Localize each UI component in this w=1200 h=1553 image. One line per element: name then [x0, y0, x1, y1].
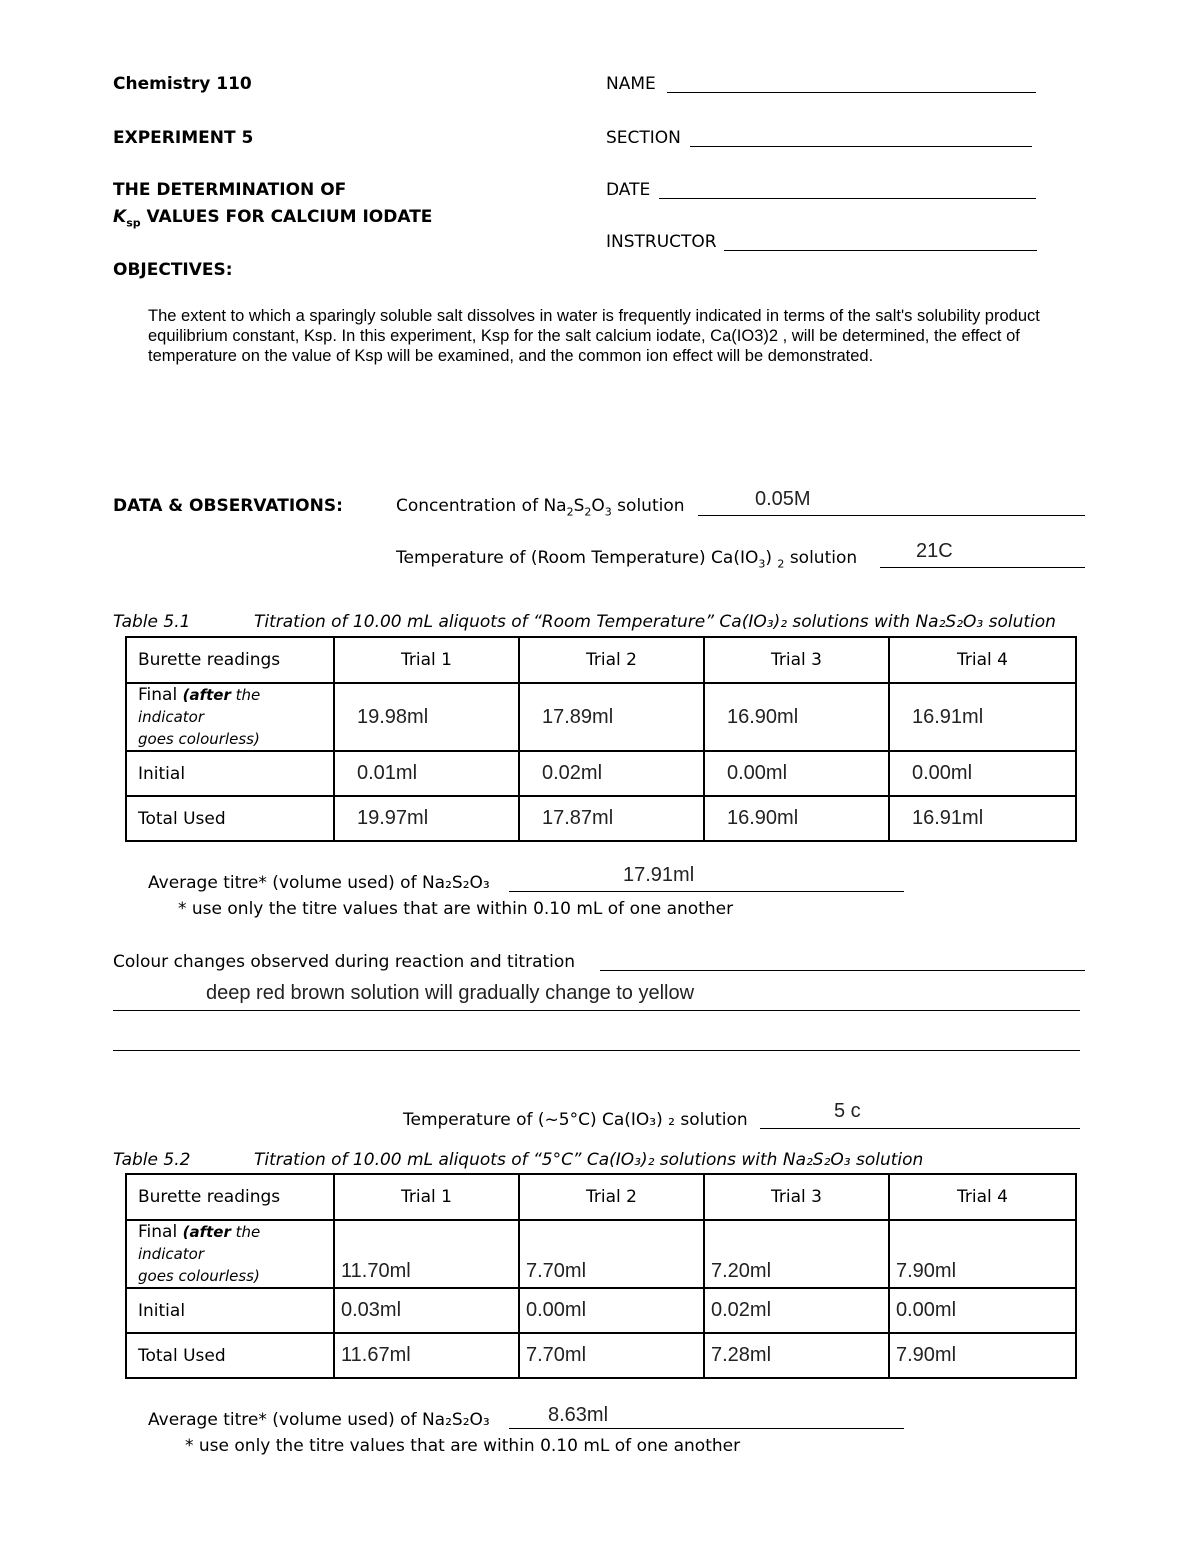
- column-header: Burette readings: [126, 1174, 334, 1220]
- average-titre-label-2: Average titre* (volume used) of Na₂S₂O₃: [148, 1410, 490, 1430]
- date-field[interactable]: [659, 198, 1036, 199]
- row-label-final: Final (after the indicator goes colourless): [126, 683, 334, 751]
- row-label-initial: Initial: [126, 751, 334, 796]
- room-temperature-value: 21C: [916, 540, 953, 562]
- ksp-symbol: K: [113, 207, 127, 227]
- table-row: [126, 1288, 1076, 1333]
- final-trial-1[interactable]: 19.98ml: [334, 683, 519, 751]
- row-label-total: Total Used: [126, 1333, 334, 1378]
- table2-burette-readings: [125, 1173, 1077, 1379]
- colour-changes-field[interactable]: [600, 970, 1085, 971]
- final-trial-2[interactable]: 17.89ml: [519, 683, 704, 751]
- initial-trial-4[interactable]: 0.00ml: [889, 751, 1076, 796]
- colour-changes-line-3[interactable]: [113, 1050, 1080, 1051]
- final-trial-1[interactable]: 11.70ml: [334, 1220, 519, 1288]
- table-row: [126, 1333, 1076, 1378]
- initial-trial-4[interactable]: 0.00ml: [889, 1288, 1076, 1333]
- final-trial-4[interactable]: 16.91ml: [889, 683, 1076, 751]
- total-trial-4[interactable]: 7.90ml: [889, 1333, 1076, 1378]
- section-label: SECTION: [606, 128, 681, 148]
- initial-trial-1[interactable]: 0.01ml: [334, 751, 519, 796]
- experiment-title-line1: THE DETERMINATION OF: [113, 180, 347, 200]
- row-label-total: Total Used: [126, 796, 334, 841]
- name-label: NAME: [606, 74, 656, 94]
- objectives-heading: OBJECTIVES:: [113, 260, 233, 280]
- total-trial-1[interactable]: 19.97ml: [334, 796, 519, 841]
- column-header: Trial 4: [889, 637, 1076, 683]
- row-label-final: Final (after the indicator goes colourless): [126, 1220, 334, 1288]
- table-row: [126, 1220, 1076, 1288]
- initial-trial-3[interactable]: 0.00ml: [704, 751, 889, 796]
- column-header: Trial 3: [704, 637, 889, 683]
- total-trial-1[interactable]: 11.67ml: [334, 1333, 519, 1378]
- row-label-initial: Initial: [126, 1288, 334, 1333]
- column-header: Trial 1: [334, 1174, 519, 1220]
- total-trial-3[interactable]: 16.90ml: [704, 796, 889, 841]
- final-trial-3[interactable]: 16.90ml: [704, 683, 889, 751]
- cold-temperature-field[interactable]: [760, 1128, 1080, 1129]
- name-field[interactable]: [667, 92, 1036, 93]
- column-header: Burette readings: [126, 637, 334, 683]
- experiment-number: EXPERIMENT 5: [113, 128, 254, 148]
- table-row: [126, 683, 1076, 751]
- section-field[interactable]: [690, 146, 1032, 147]
- average-titre-label: Average titre* (volume used) of Na₂S₂O₃: [148, 873, 490, 893]
- table2-caption-text: Titration of 10.00 mL aliquots of “5°C” Ca(IO₃)₂ solutions with Na₂S₂O₃ solution: [254, 1150, 924, 1170]
- total-trial-2[interactable]: 17.87ml: [519, 796, 704, 841]
- colour-changes-line-2[interactable]: [113, 1010, 1080, 1011]
- experiment-title-line2: [113, 207, 432, 229]
- initial-trial-3[interactable]: 0.02ml: [704, 1288, 889, 1333]
- final-trial-2[interactable]: 7.70ml: [519, 1220, 704, 1288]
- total-trial-4[interactable]: 16.91ml: [889, 796, 1076, 841]
- table1-burette-readings: [125, 636, 1077, 842]
- course-title: Chemistry 110: [113, 74, 252, 94]
- average-titre-value-2: 8.63ml: [548, 1404, 609, 1426]
- column-header: Trial 1: [334, 637, 519, 683]
- average-titre-field[interactable]: [509, 891, 904, 892]
- cold-temperature-label: Temperature of (~5°C) Ca(IO₃) ₂ solution: [403, 1110, 748, 1130]
- column-header: Trial 2: [519, 637, 704, 683]
- titre-note: * use only the titre values that are within 0.10 mL of one another: [178, 899, 734, 919]
- room-temperature-field[interactable]: [880, 567, 1085, 568]
- data-observations-heading: DATA & OBSERVATIONS:: [113, 496, 343, 516]
- concentration-field[interactable]: [698, 515, 1085, 516]
- average-titre-field-2[interactable]: [509, 1428, 904, 1429]
- colour-changes-label: Colour changes observed during reaction and titration: [113, 952, 576, 972]
- objectives-text: The extent to which a sparingly soluble salt dissolves in water is frequently indicated in terms of the salt's solubility product equilibrium constant, Ksp. In this experiment, Ksp for the salt calcium iodate, Ca(IO3)2 , will be determined, the effect of temperature on the value of Ksp will be examined, and the common ion effect will be demonstrated.: [148, 307, 1040, 365]
- date-label: DATE: [606, 180, 651, 200]
- initial-trial-2[interactable]: 0.00ml: [519, 1288, 704, 1333]
- column-header: Trial 3: [704, 1174, 889, 1220]
- instructor-field[interactable]: [724, 250, 1037, 251]
- table1-caption-label: Table 5.1: [113, 612, 191, 632]
- final-trial-3[interactable]: 7.20ml: [704, 1220, 889, 1288]
- table-row: [126, 751, 1076, 796]
- ksp-subscript: sp: [126, 216, 141, 230]
- concentration-label: Concentration of $Na_2S_2O_3$ solution: [396, 496, 685, 519]
- concentration-value: 0.05M: [755, 488, 811, 510]
- table2-caption-label: Table 5.2: [113, 1150, 191, 1170]
- total-trial-3[interactable]: 7.28ml: [704, 1333, 889, 1378]
- table1-caption-text: Titration of 10.00 mL aliquots of “Room Temperature” Ca(IO₃)₂ solutions with Na₂S₂O₃ solution: [254, 612, 1056, 632]
- table-row: [126, 796, 1076, 841]
- initial-trial-2[interactable]: 0.02ml: [519, 751, 704, 796]
- table-header-row: [126, 1174, 1076, 1220]
- title-line2-text: VALUES FOR CALCIUM IODATE: [140, 207, 433, 227]
- table-header-row: [126, 637, 1076, 683]
- column-header: Trial 2: [519, 1174, 704, 1220]
- titre-note-2: * use only the titre values that are within 0.10 mL of one another: [185, 1436, 741, 1456]
- total-trial-2[interactable]: 7.70ml: [519, 1333, 704, 1378]
- colour-changes-value: deep red brown solution will gradually change to yellow: [206, 982, 695, 1004]
- average-titre-value: 17.91ml: [623, 864, 695, 886]
- column-header: Trial 4: [889, 1174, 1076, 1220]
- final-trial-4[interactable]: 7.90ml: [889, 1220, 1076, 1288]
- room-temperature-label: Temperature of (Room Temperature) $Ca(IO_3)$ $_2$ solution: [396, 548, 858, 571]
- initial-trial-1[interactable]: 0.03ml: [334, 1288, 519, 1333]
- cold-temperature-value: 5 c: [834, 1100, 861, 1122]
- instructor-label: INSTRUCTOR: [606, 232, 717, 252]
